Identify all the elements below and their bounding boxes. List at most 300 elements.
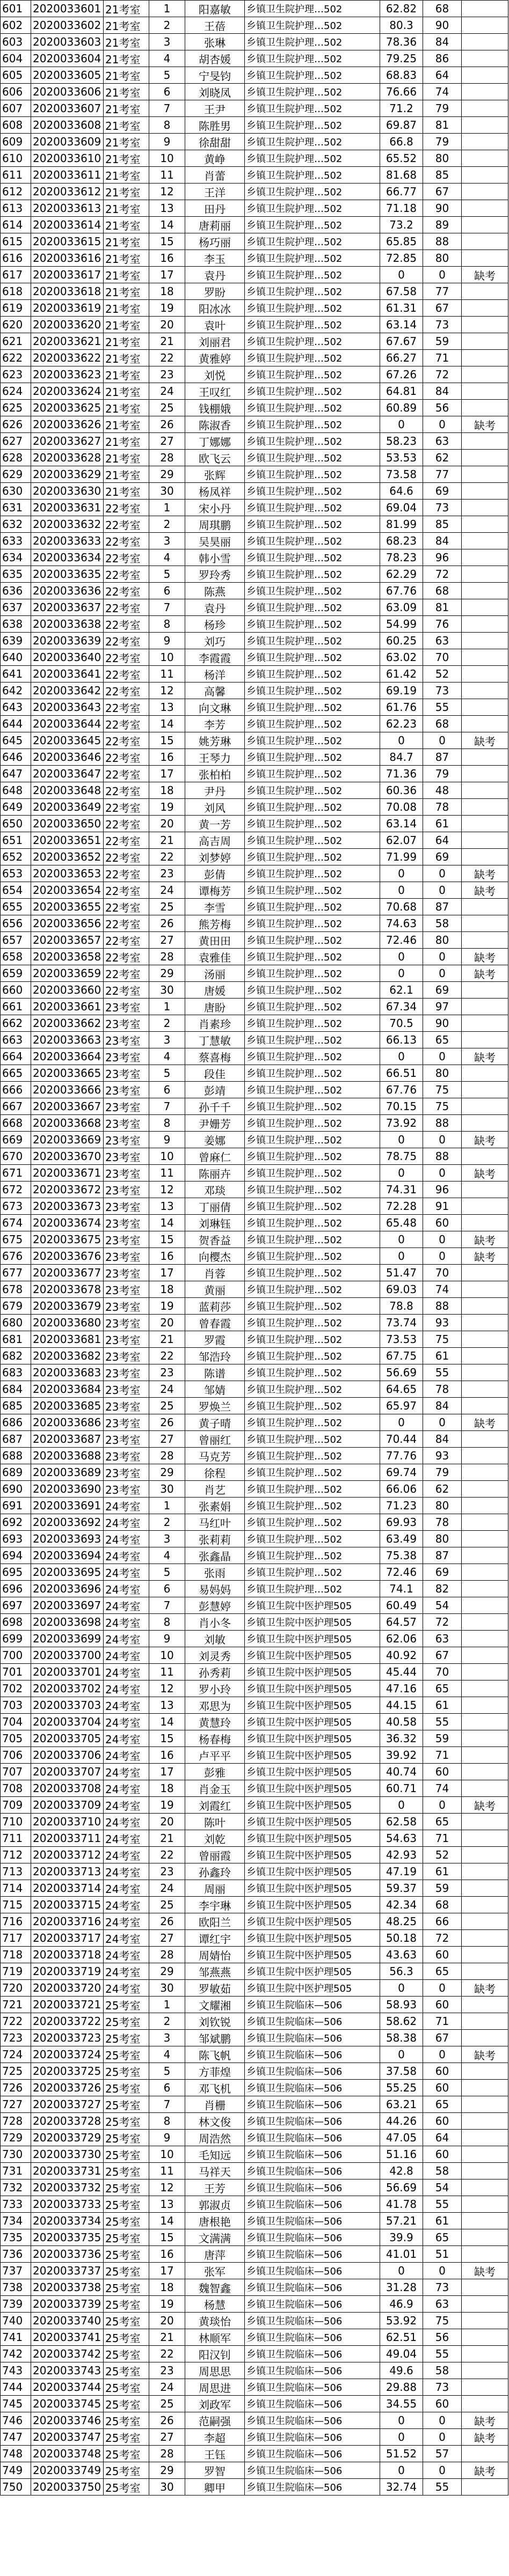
written-score-cell: 67.58 xyxy=(380,283,423,300)
written-score-cell: 69.93 xyxy=(380,1514,423,1531)
exam-number-cell: 2020033684 xyxy=(31,1381,104,1398)
second-score-cell: 55 xyxy=(423,2196,462,2213)
row-index-cell: 690 xyxy=(1,1481,31,1498)
exam-room-cell: 21考室 xyxy=(104,400,149,416)
remark-cell xyxy=(462,533,508,549)
exam-number-cell: 2020033647 xyxy=(31,766,104,782)
row-index-cell: 644 xyxy=(1,716,31,732)
candidate-name-cell: 尹丹 xyxy=(185,782,245,799)
written-score-cell: 81.99 xyxy=(380,516,423,533)
exam-room-cell: 22考室 xyxy=(104,549,149,566)
position-code-cell: 乡镇卫生院临床—506 xyxy=(245,2213,380,2229)
written-score-cell: 67.75 xyxy=(380,1348,423,1364)
position-code-cell: 乡镇卫生院中医护理505 xyxy=(245,1780,380,1797)
remark-cell xyxy=(462,716,508,732)
exam-room-cell: 25考室 xyxy=(104,2246,149,2263)
candidate-name-cell: 邹浩玲 xyxy=(185,1348,245,1364)
table-row xyxy=(1,2379,508,2396)
seat-number-cell: 6 xyxy=(149,2080,185,2096)
second-score-cell: 0 xyxy=(423,2263,462,2279)
table-row xyxy=(1,649,508,666)
seat-number-cell: 24 xyxy=(149,2379,185,2396)
seat-number-cell: 26 xyxy=(149,1913,185,1930)
remark-cell xyxy=(462,2113,508,2130)
row-index-cell: 707 xyxy=(1,1764,31,1780)
table-row xyxy=(1,1098,508,1115)
seat-number-cell: 7 xyxy=(149,100,185,117)
second-score-cell: 72 xyxy=(423,566,462,583)
remark-cell xyxy=(462,1315,508,1331)
remark-cell xyxy=(462,2396,508,2412)
row-index-cell: 683 xyxy=(1,1364,31,1381)
position-code-cell: 乡镇卫生院临床—506 xyxy=(245,2479,380,2496)
remark-cell xyxy=(462,2296,508,2313)
exam-number-cell: 2020033608 xyxy=(31,117,104,134)
remark-cell xyxy=(462,516,508,533)
candidate-name-cell: 唐媛 xyxy=(185,982,245,999)
row-index-cell: 713 xyxy=(1,1863,31,1880)
exam-number-cell: 2020033612 xyxy=(31,184,104,200)
row-index-cell: 721 xyxy=(1,1997,31,2013)
written-score-cell: 66.8 xyxy=(380,134,423,150)
remark-cell xyxy=(462,2279,508,2296)
position-code-cell: 乡镇卫生院临床—506 xyxy=(245,2080,380,2096)
second-score-cell: 76 xyxy=(423,616,462,633)
candidate-name-cell: 陈胜男 xyxy=(185,117,245,134)
second-score-cell: 60 xyxy=(423,1997,462,2013)
position-code-cell: 乡镇卫生院护理…502 xyxy=(245,849,380,865)
written-score-cell: 29.88 xyxy=(380,2379,423,2396)
second-score-cell: 88 xyxy=(423,233,462,250)
candidate-name-cell: 卿甲 xyxy=(185,2479,245,2496)
second-score-cell: 80 xyxy=(423,932,462,949)
seat-number-cell: 18 xyxy=(149,1281,185,1298)
remark-cell xyxy=(462,184,508,200)
exam-number-cell: 2020033697 xyxy=(31,1597,104,1614)
written-score-cell: 63.49 xyxy=(380,1531,423,1547)
written-score-cell: 70.68 xyxy=(380,899,423,915)
row-index-cell: 692 xyxy=(1,1514,31,1531)
second-score-cell: 67 xyxy=(423,300,462,317)
second-score-cell: 69 xyxy=(423,1564,462,1581)
seat-number-cell: 18 xyxy=(149,2279,185,2296)
written-score-cell: 47.16 xyxy=(380,1680,423,1697)
exam-number-cell: 2020033742 xyxy=(31,2346,104,2362)
exam-room-cell: 24考室 xyxy=(104,1631,149,1647)
second-score-cell: 87 xyxy=(423,749,462,766)
position-code-cell: 乡镇卫生院中医护理505 xyxy=(245,1930,380,1947)
exam-room-cell: 25考室 xyxy=(104,2329,149,2346)
remark-cell xyxy=(462,1514,508,1531)
written-score-cell: 74.31 xyxy=(380,1181,423,1198)
remark-cell xyxy=(462,350,508,366)
position-code-cell: 乡镇卫生院临床—506 xyxy=(245,2362,380,2379)
remark-cell xyxy=(462,1148,508,1165)
remark-cell xyxy=(462,799,508,816)
remark-cell xyxy=(462,1098,508,1115)
exam-number-cell: 2020033699 xyxy=(31,1631,104,1647)
seat-number-cell: 23 xyxy=(149,1364,185,1381)
row-index-cell: 720 xyxy=(1,1980,31,1997)
second-score-cell: 0 xyxy=(423,267,462,283)
second-score-cell: 72 xyxy=(423,1614,462,1631)
row-index-cell: 611 xyxy=(1,167,31,184)
exam-number-cell: 2020033743 xyxy=(31,2362,104,2379)
remark-cell xyxy=(462,1880,508,1897)
remark-cell xyxy=(462,2096,508,2113)
written-score-cell: 77.76 xyxy=(380,1448,423,1464)
position-code-cell: 乡镇卫生院护理…502 xyxy=(245,1065,380,1082)
seat-number-cell: 17 xyxy=(149,766,185,782)
table-row xyxy=(1,682,508,699)
remark-cell xyxy=(462,1265,508,1281)
row-index-cell: 635 xyxy=(1,566,31,583)
second-score-cell: 72 xyxy=(423,366,462,383)
position-code-cell: 乡镇卫生院护理…502 xyxy=(245,799,380,816)
table-row xyxy=(1,267,508,283)
second-score-cell: 58 xyxy=(423,2362,462,2379)
seat-number-cell: 26 xyxy=(149,2412,185,2429)
candidate-name-cell: 谭梅芳 xyxy=(185,882,245,899)
candidate-name-cell: 李超 xyxy=(185,2429,245,2446)
exam-room-cell: 25考室 xyxy=(104,2196,149,2213)
written-score-cell: 64.81 xyxy=(380,383,423,400)
seat-number-cell: 5 xyxy=(149,566,185,583)
row-index-cell: 718 xyxy=(1,1947,31,1963)
exam-number-cell: 2020033642 xyxy=(31,682,104,699)
remark-cell xyxy=(462,300,508,317)
second-score-cell: 73 xyxy=(423,682,462,699)
position-code-cell: 乡镇卫生院临床—506 xyxy=(245,2130,380,2146)
second-score-cell: 69 xyxy=(423,982,462,999)
position-code-cell: 乡镇卫生院临床—506 xyxy=(245,2096,380,2113)
exam-number-cell: 2020033619 xyxy=(31,300,104,317)
exam-room-cell: 21考室 xyxy=(104,416,149,433)
position-code-cell: 乡镇卫生院护理…502 xyxy=(245,965,380,982)
exam-room-cell: 21考室 xyxy=(104,300,149,317)
position-code-cell: 乡镇卫生院中医护理505 xyxy=(245,1614,380,1631)
exam-room-cell: 24考室 xyxy=(104,1913,149,1930)
exam-number-cell: 2020033719 xyxy=(31,1963,104,1980)
seat-number-cell: 4 xyxy=(149,50,185,67)
seat-number-cell: 19 xyxy=(149,1797,185,1814)
remark-cell xyxy=(462,2446,508,2462)
row-index-cell: 681 xyxy=(1,1331,31,1348)
table-row xyxy=(1,2446,508,2462)
written-score-cell: 73.92 xyxy=(380,1115,423,1132)
exam-number-cell: 2020033708 xyxy=(31,1780,104,1797)
position-code-cell: 乡镇卫生院护理…502 xyxy=(245,350,380,366)
table-row xyxy=(1,1730,508,1747)
remark-cell xyxy=(462,450,508,466)
written-score-cell: 69.74 xyxy=(380,1464,423,1481)
exam-room-cell: 21考室 xyxy=(104,217,149,233)
exam-room-cell: 25考室 xyxy=(104,2296,149,2313)
row-index-cell: 704 xyxy=(1,1714,31,1730)
table-row xyxy=(1,17,508,34)
row-index-cell: 653 xyxy=(1,865,31,882)
candidate-name-cell: 蔡喜梅 xyxy=(185,1048,245,1065)
exam-number-cell: 2020033700 xyxy=(31,1647,104,1664)
remark-cell xyxy=(462,1780,508,1797)
second-score-cell: 0 xyxy=(423,2462,462,2479)
exam-number-cell: 2020033675 xyxy=(31,1231,104,1248)
second-score-cell: 56 xyxy=(423,2329,462,2346)
exam-number-cell: 2020033722 xyxy=(31,2013,104,2030)
written-score-cell: 62.29 xyxy=(380,566,423,583)
exam-room-cell: 22考室 xyxy=(104,949,149,965)
exam-room-cell: 24考室 xyxy=(104,1647,149,1664)
table-row xyxy=(1,217,508,233)
position-code-cell: 乡镇卫生院护理…502 xyxy=(245,633,380,649)
candidate-name-cell: 李芳 xyxy=(185,716,245,732)
table-row xyxy=(1,1181,508,1198)
remark-cell: 缺考 xyxy=(462,1980,508,1997)
remark-cell xyxy=(462,1581,508,1597)
exam-room-cell: 24考室 xyxy=(104,1980,149,1997)
table-row xyxy=(1,2146,508,2163)
candidate-name-cell: 汤丽 xyxy=(185,965,245,982)
second-score-cell: 71 xyxy=(423,350,462,366)
table-row xyxy=(1,2429,508,2446)
exam-room-cell: 23考室 xyxy=(104,1298,149,1315)
remark-cell xyxy=(462,1348,508,1364)
second-score-cell: 52 xyxy=(423,1847,462,1863)
exam-room-cell: 23考室 xyxy=(104,1481,149,1498)
remark-cell xyxy=(462,233,508,250)
remark-cell xyxy=(462,1647,508,1664)
table-row xyxy=(1,167,508,184)
second-score-cell: 0 xyxy=(423,2412,462,2429)
position-code-cell: 乡镇卫生院临床—506 xyxy=(245,2279,380,2296)
position-code-cell: 乡镇卫生院护理…502 xyxy=(245,416,380,433)
second-score-cell: 86 xyxy=(423,50,462,67)
exam-room-cell: 23考室 xyxy=(104,1132,149,1148)
written-score-cell: 81.68 xyxy=(380,167,423,184)
position-code-cell: 乡镇卫生院中医护理505 xyxy=(245,1680,380,1697)
exam-number-cell: 2020033641 xyxy=(31,666,104,682)
table-row xyxy=(1,1032,508,1048)
position-code-cell: 乡镇卫生院护理…502 xyxy=(245,200,380,217)
table-row xyxy=(1,666,508,682)
exam-room-cell: 22考室 xyxy=(104,932,149,949)
written-score-cell: 50.18 xyxy=(380,1930,423,1947)
seat-number-cell: 2 xyxy=(149,17,185,34)
row-index-cell: 620 xyxy=(1,317,31,333)
written-score-cell: 48.25 xyxy=(380,1913,423,1930)
position-code-cell: 乡镇卫生院护理…502 xyxy=(245,333,380,350)
seat-number-cell: 9 xyxy=(149,2130,185,2146)
exam-room-cell: 24考室 xyxy=(104,1614,149,1631)
table-row xyxy=(1,1481,508,1498)
row-index-cell: 715 xyxy=(1,1897,31,1913)
seat-number-cell: 24 xyxy=(149,1880,185,1897)
candidate-name-cell: 罗敏茹 xyxy=(185,1980,245,1997)
candidate-name-cell: 刘政军 xyxy=(185,2396,245,2412)
second-score-cell: 64 xyxy=(423,67,462,84)
second-score-cell: 80 xyxy=(423,1531,462,1547)
candidate-name-cell: 熊芳梅 xyxy=(185,915,245,932)
exam-number-cell: 2020033630 xyxy=(31,483,104,500)
row-index-cell: 697 xyxy=(1,1597,31,1614)
exam-room-cell: 23考室 xyxy=(104,1431,149,1448)
exam-room-cell: 24考室 xyxy=(104,1747,149,1764)
table-row xyxy=(1,1498,508,1514)
seat-number-cell: 21 xyxy=(149,1830,185,1847)
exam-room-cell: 22考室 xyxy=(104,982,149,999)
exam-room-cell: 22考室 xyxy=(104,616,149,633)
seat-number-cell: 25 xyxy=(149,1897,185,1913)
written-score-cell: 74.63 xyxy=(380,915,423,932)
table-row xyxy=(1,766,508,782)
second-score-cell: 79 xyxy=(423,766,462,782)
remark-cell xyxy=(462,1897,508,1913)
second-score-cell: 67 xyxy=(423,1647,462,1664)
second-score-cell: 69 xyxy=(423,849,462,865)
candidate-name-cell: 罗智 xyxy=(185,2462,245,2479)
position-code-cell: 乡镇卫生院护理…502 xyxy=(245,599,380,616)
candidate-name-cell: 邹燕燕 xyxy=(185,1963,245,1980)
second-score-cell: 68 xyxy=(423,1,462,17)
position-code-cell: 乡镇卫生院中医护理505 xyxy=(245,1830,380,1847)
table-row xyxy=(1,1231,508,1248)
exam-room-cell: 21考室 xyxy=(104,466,149,483)
second-score-cell: 68 xyxy=(423,583,462,599)
table-row xyxy=(1,633,508,649)
row-index-cell: 750 xyxy=(1,2479,31,2496)
table-row xyxy=(1,416,508,433)
row-index-cell: 722 xyxy=(1,2013,31,2030)
remark-cell xyxy=(462,84,508,100)
row-index-cell: 666 xyxy=(1,1082,31,1098)
position-code-cell: 乡镇卫生院护理…502 xyxy=(245,1464,380,1481)
seat-number-cell: 20 xyxy=(149,317,185,333)
written-score-cell: 0 xyxy=(380,1414,423,1431)
seat-number-cell: 13 xyxy=(149,1198,185,1215)
candidate-name-cell: 邓思为 xyxy=(185,1697,245,1714)
second-score-cell: 0 xyxy=(423,1132,462,1148)
row-index-cell: 699 xyxy=(1,1631,31,1647)
table-row xyxy=(1,932,508,949)
exam-number-cell: 2020033688 xyxy=(31,1448,104,1464)
row-index-cell: 661 xyxy=(1,999,31,1015)
row-index-cell: 696 xyxy=(1,1581,31,1597)
position-code-cell: 乡镇卫生院护理…502 xyxy=(245,583,380,599)
position-code-cell: 乡镇卫生院中医护理505 xyxy=(245,1797,380,1814)
second-score-cell: 61 xyxy=(423,2213,462,2229)
row-index-cell: 634 xyxy=(1,549,31,566)
row-index-cell: 732 xyxy=(1,2179,31,2196)
remark-cell xyxy=(462,2479,508,2496)
candidate-name-cell: 邓琰 xyxy=(185,1181,245,1198)
remark-cell xyxy=(462,1913,508,1930)
row-index-cell: 728 xyxy=(1,2113,31,2130)
written-score-cell: 0 xyxy=(380,2046,423,2063)
exam-number-cell: 2020033613 xyxy=(31,200,104,217)
exam-number-cell: 2020033652 xyxy=(31,849,104,865)
seat-number-cell: 24 xyxy=(149,383,185,400)
exam-room-cell: 23考室 xyxy=(104,1331,149,1348)
row-index-cell: 642 xyxy=(1,682,31,699)
row-index-cell: 700 xyxy=(1,1647,31,1664)
candidate-name-cell: 丁慧敏 xyxy=(185,1032,245,1048)
written-score-cell: 0 xyxy=(380,2429,423,2446)
table-row xyxy=(1,500,508,516)
table-row xyxy=(1,1581,508,1597)
remark-cell: 缺考 xyxy=(462,2462,508,2479)
remark-cell xyxy=(462,1,508,17)
position-code-cell: 乡镇卫生院护理…502 xyxy=(245,50,380,67)
table-row xyxy=(1,1930,508,1947)
written-score-cell: 37.58 xyxy=(380,2063,423,2080)
candidate-name-cell: 周思进 xyxy=(185,2379,245,2396)
position-code-cell: 乡镇卫生院临床—506 xyxy=(245,2462,380,2479)
remark-cell: 缺考 xyxy=(462,865,508,882)
exam-room-cell: 24考室 xyxy=(104,1880,149,1897)
row-index-cell: 624 xyxy=(1,383,31,400)
seat-number-cell: 17 xyxy=(149,267,185,283)
second-score-cell: 59 xyxy=(423,333,462,350)
table-row xyxy=(1,982,508,999)
remark-cell xyxy=(462,500,508,516)
exam-room-cell: 21考室 xyxy=(104,167,149,184)
written-score-cell: 62.82 xyxy=(380,1,423,17)
seat-number-cell: 4 xyxy=(149,2046,185,2063)
second-score-cell: 0 xyxy=(423,1165,462,1181)
position-code-cell: 乡镇卫生院临床—506 xyxy=(245,2196,380,2213)
candidate-name-cell: 邹斌鹏 xyxy=(185,2030,245,2046)
written-score-cell: 71.18 xyxy=(380,200,423,217)
remark-cell xyxy=(462,1531,508,1547)
candidate-name-cell: 李玉 xyxy=(185,250,245,267)
row-index-cell: 649 xyxy=(1,799,31,816)
row-index-cell: 625 xyxy=(1,400,31,416)
second-score-cell: 59 xyxy=(423,1880,462,1897)
written-score-cell: 49.04 xyxy=(380,2346,423,2362)
exam-room-cell: 22考室 xyxy=(104,865,149,882)
remark-cell: 缺考 xyxy=(462,732,508,749)
second-score-cell: 88 xyxy=(423,1298,462,1315)
exam-room-cell: 24考室 xyxy=(104,1581,149,1597)
candidate-name-cell: 黄琰怡 xyxy=(185,2313,245,2329)
table-row xyxy=(1,1714,508,1730)
seat-number-cell: 20 xyxy=(149,816,185,832)
table-row xyxy=(1,1597,508,1614)
candidate-name-cell: 刘霞红 xyxy=(185,1797,245,1814)
row-index-cell: 607 xyxy=(1,100,31,117)
remark-cell xyxy=(462,50,508,67)
candidate-name-cell: 彭雅 xyxy=(185,1764,245,1780)
position-code-cell: 乡镇卫生院护理…502 xyxy=(245,1165,380,1181)
exam-room-cell: 21考室 xyxy=(104,84,149,100)
exam-room-cell: 22考室 xyxy=(104,566,149,583)
exam-number-cell: 2020033610 xyxy=(31,150,104,167)
exam-room-cell: 25考室 xyxy=(104,2379,149,2396)
table-row xyxy=(1,1364,508,1381)
second-score-cell: 59 xyxy=(423,1730,462,1747)
exam-room-cell: 21考室 xyxy=(104,267,149,283)
candidate-name-cell: 杨巧丽 xyxy=(185,233,245,250)
remark-cell xyxy=(462,1814,508,1830)
table-row xyxy=(1,400,508,416)
seat-number-cell: 6 xyxy=(149,1082,185,1098)
exam-number-cell: 2020033606 xyxy=(31,84,104,100)
table-row xyxy=(1,2163,508,2179)
row-index-cell: 621 xyxy=(1,333,31,350)
table-row xyxy=(1,2046,508,2063)
row-index-cell: 673 xyxy=(1,1198,31,1215)
remark-cell xyxy=(462,134,508,150)
